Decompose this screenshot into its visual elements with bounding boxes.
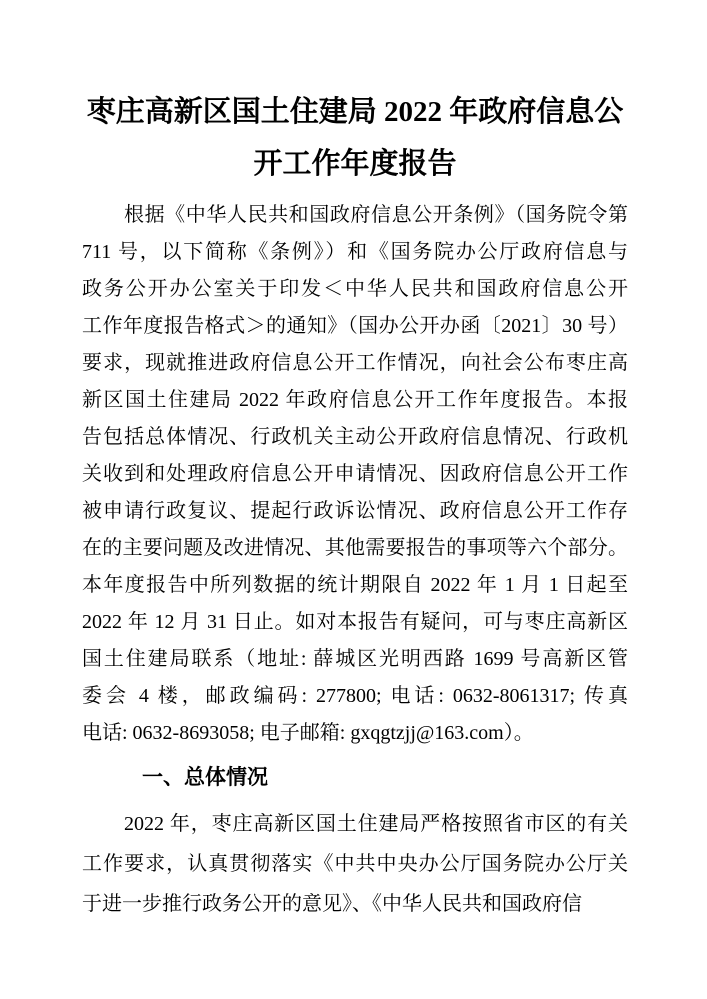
paragraph-line: 电话: 0632-8693058; 电子邮箱: gxqgtzjj@163.com）。 xyxy=(82,722,534,744)
paragraph-line: 工作年度报告格式＞的通知》（国办公开办函〔2021〕30 号） xyxy=(82,315,628,337)
paragraph-line: 国土住建局联系（地址: 薛城区光明西路 1699 号高新区管 xyxy=(82,648,628,670)
paragraph-line: 于进一步推行政务公开的意见》、《中华人民共和国政府信 xyxy=(82,893,582,915)
document-content xyxy=(82,86,628,924)
document-title-line: 开工作年度报告 xyxy=(253,148,457,180)
paragraph-line: 711 号，以下简称《条例》）和《国务院办公厅政府信息与 xyxy=(82,241,628,263)
paragraph-line: 要求，现就推进政府信息公开工作情况，向社会公布枣庄高 xyxy=(82,352,628,374)
intro-paragraph xyxy=(82,197,628,752)
document-title-line: 枣庄高新区国土住建局 2022 年政府信息公 xyxy=(86,96,624,128)
paragraph-line: 政务公开办公室关于印发＜中华人民共和国政府信息公开 xyxy=(82,278,628,300)
paragraph-line: 在的主要问题及改进情况、其他需要报告的事项等六个部分。 xyxy=(82,537,628,559)
paragraph-line: 工作要求，认真贯彻落实《中共中央办公厅国务院办公厅关 xyxy=(82,853,628,875)
paragraph-line: 2022 年，枣庄高新区国土住建局严格按照省市区的有关 xyxy=(124,813,628,835)
paragraph-line: 2022 年 12 月 31 日止。如对本报告有疑问，可与枣庄高新区 xyxy=(82,611,628,633)
paragraph-line: 告包括总体情况、行政机关主动公开政府信息情况、行政机 xyxy=(82,426,628,448)
section-heading: 一、总体情况 xyxy=(142,765,268,789)
paragraph-line: 新区国土住建局 2022 年政府信息公开工作年度报告。本报 xyxy=(82,389,628,411)
paragraph-line: 被申请行政复议、提起行政诉讼情况、政府信息公开工作存 xyxy=(82,500,628,522)
paragraph-line: 本年度报告中所列数据的统计期限自 2022 年 1 月 1 日起至 xyxy=(82,574,628,596)
section1-paragraph xyxy=(82,804,628,924)
document-title xyxy=(82,86,628,190)
paragraph-line: 根据《中华人民共和国政府信息公开条例》（国务院令第 xyxy=(124,204,628,226)
paragraph-line: 委会 4 楼，邮政编码: 277800; 电话: 0632-8061317; 传真 xyxy=(82,685,628,707)
paragraph-line: 关收到和处理政府信息公开申请情况、因政府信息公开工作 xyxy=(82,463,628,485)
